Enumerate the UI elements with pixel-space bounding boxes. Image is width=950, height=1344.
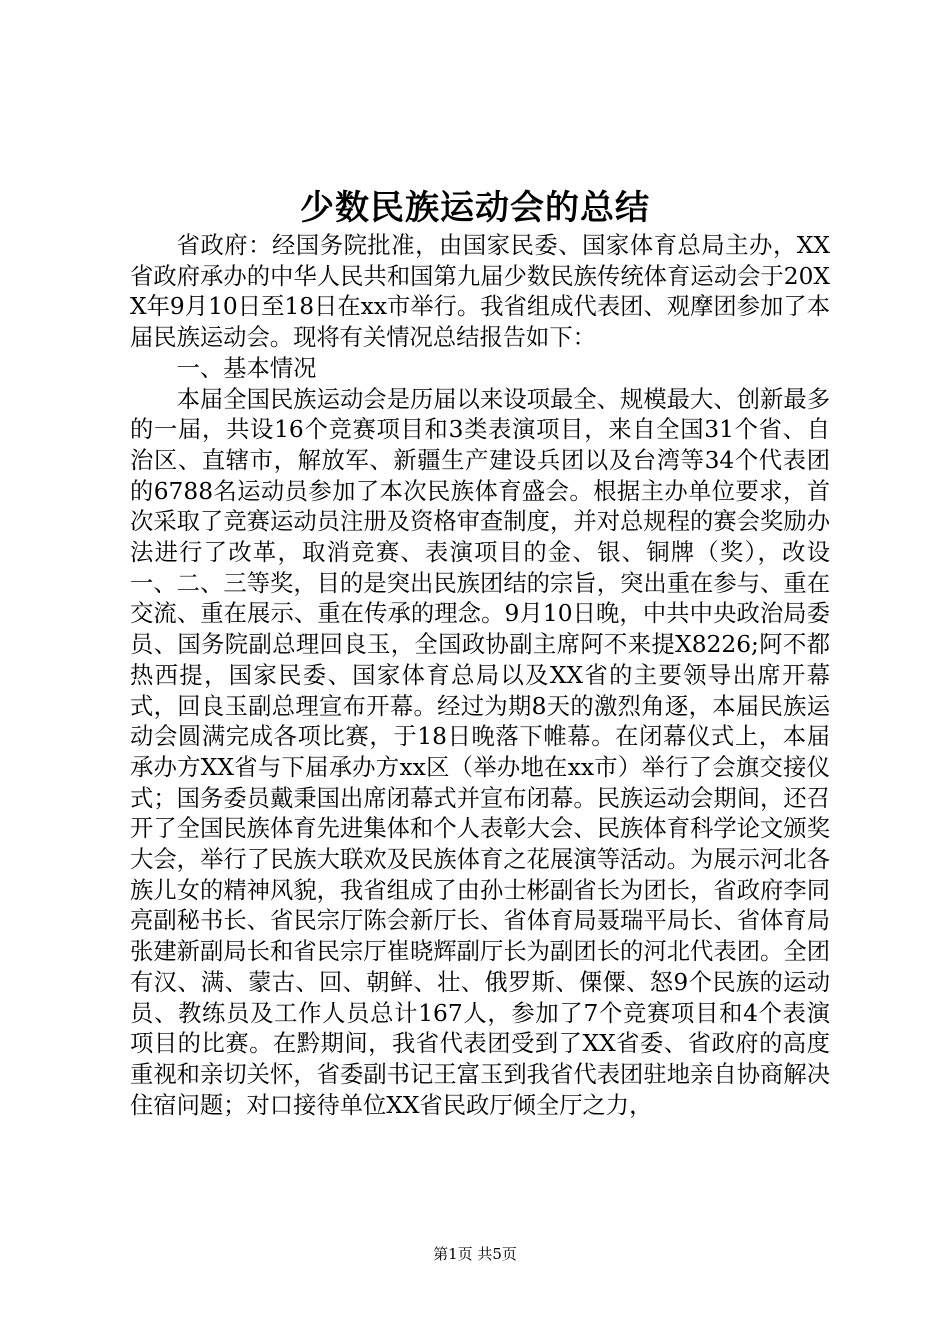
paragraph-intro: 省政府：经国务院批准，由国家民委、国家体育总局主办，XX省政府承办的中华人民共和国第九届少数民族传统体育运动会于20XX年9月10日至18日在xx市举行。我省组成代表团、观摩团参加了本届民族运动会。现将有关情况总结报告如下：	[130, 232, 830, 352]
page-number-footer: 第1页 共5页	[433, 1245, 517, 1263]
section-heading-basic-situation: 一、基本情况	[176, 354, 317, 382]
document-title: 少数民族运动会的总结	[300, 188, 650, 228]
document-body	[130, 231, 830, 1121]
paragraph-basic-situation: 本届全国民族运动会是历届以来设项最全、规模最大、创新最多的一届，共设16个竞赛项目和3类表演项目，来自全国31个省、自治区、直辖市，解放军、新疆生产建设兵团以及台湾等34个代表团的6788名运动员参加了本次民族体育盛会。根据主办单位要求，首次采取了竞赛运动员注册及资格审查制度，并对总规程的赛会奖励办法进行了改革，取消竞赛、表演项目的金、银、铜牌（奖），改设一、二、三等奖，目的是突出民族团结的宗旨，突出重在参与、重在交流、重在展示、重在传承的理念。9月10日晚，中共中央政治局委员、国务院副总理回良玉，全国政协副主席阿不来提X8226;阿不都热西提，国家民委、国家体育总局以及XX省的主要领导出席开幕式，回良玉副总理宣布开幕。经过为期8天的激烈角逐，本届民族运动会圆满完成各项比赛，于18日晚落下帷幕。在闭幕仪式上，本届承办方XX省与下届承办方xx区（举办地在xx市）举行了会旗交接仪式；国务委员戴秉国出席闭幕式并宣布闭幕。民族运动会期间，还召开了全国民族体育先进集体和个人表彰大会、民族体育科学论文颁奖大会，举行了民族大联欢及民族体育之花展演等活动。为展示河北各族儿女的精神风貌，我省组成了由孙士彬副省长为团长，省政府李同亮副秘书长、省民宗厅陈会新厅长、省体育局聂瑞平局长、省体育局张建新副局长和省民宗厅崔晓辉副厅长为副团长的河北代表团。全团有汉、满、蒙古、回、朝鲜、壮、俄罗斯、傈僳、怒9个民族的运动员、教练员及工作人员总计167人，参加了7个竞赛项目和4个表演项目的比赛。在黔期间，我省代表团受到了XX省委、省政府的高度重视和亲切关怀，省委副书记王富玉到我省代表团驻地亲自协商解决住宿问题；对口接待单位XX省民政厅倾全厅之力，	[130, 385, 830, 1119]
